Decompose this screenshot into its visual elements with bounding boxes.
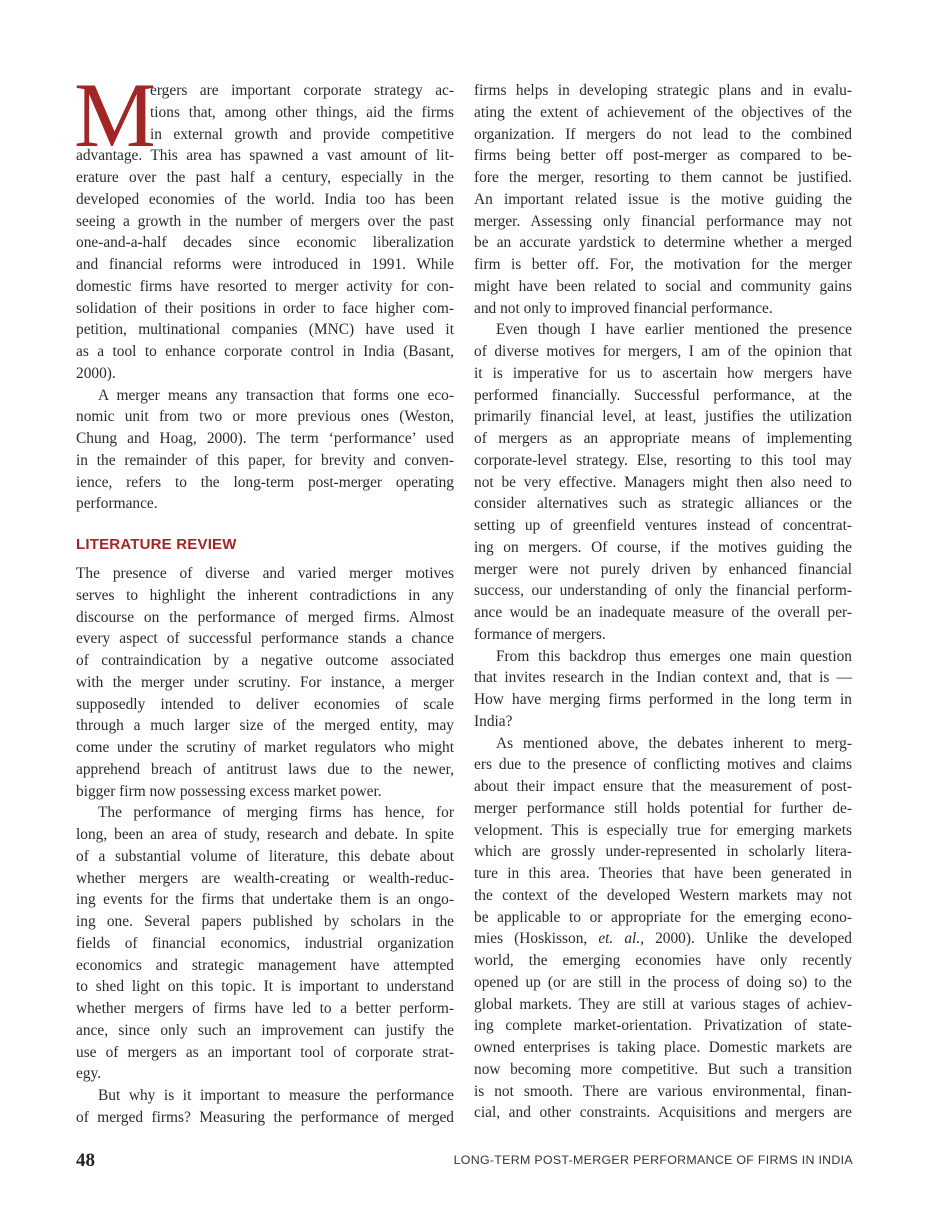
text-line: not be very effective. Managers might then also need to: [474, 473, 852, 491]
paragraph: [76, 563, 454, 802]
text-line: whether mergers of firms have led to a better perform-: [76, 1000, 454, 1017]
text-line: as a tool to enhance corporate control in India (Basant,: [76, 343, 454, 360]
text-line: supposedly intended to deliver economies of scale: [76, 695, 454, 713]
text-line: Even though I have earlier mentioned the presence: [496, 321, 852, 339]
text-line: ience, refers to the long-term post-merger operating: [76, 473, 454, 491]
text-line: advantage. This area has spawned a vast amount of lit-: [76, 147, 454, 165]
paragraph: [474, 80, 852, 319]
text-line: success, our understanding of only the financial perform-: [474, 582, 852, 600]
text-line: whether mergers are wealth-creating or wealth-reduc-: [76, 869, 454, 887]
text-line: firms helps in developing strategic plans and in evalu-: [474, 82, 852, 99]
text-line: An important related issue is the motive guiding the: [474, 190, 852, 208]
text-line: owned enterprises is taking place. Domestic markets are: [474, 1039, 852, 1056]
left-column: [74, 64, 454, 1129]
text-line: ture in this area. Theories that have been generated in: [474, 865, 852, 882]
text-line: firms being better off post-merger as compared to be-: [474, 147, 852, 165]
running-footer-title: LONG-TERM POST-MERGER PERFORMANCE OF FIRMS IN INDIA: [453, 1153, 853, 1167]
text-line: The performance of merging firms has hence, for: [98, 804, 454, 822]
text-line: come under the scrutiny of market regulators who might: [76, 739, 454, 756]
text-line: every aspect of successful performance stands a chance: [76, 630, 454, 648]
text-line: As mentioned above, the debates inherent to merg-: [496, 734, 852, 752]
text-line: ing on mergers. Of course, if the motives guiding the: [474, 538, 852, 556]
text-line: discourse on the performance of merged firms. Almost: [76, 608, 454, 626]
text-line: But why is it important to measure the performance: [98, 1087, 454, 1104]
text-line: merger were not purely driven by enhanced financial: [474, 560, 852, 578]
text-line: fields of financial economics, industrial organization: [76, 934, 454, 952]
text-line: apprehend breach of antitrust laws due to the newer,: [76, 760, 454, 778]
paragraph: [474, 319, 852, 645]
text-line: primarily financial level, at least, justifies the utilization: [474, 408, 852, 426]
text-line: performance.: [76, 495, 158, 513]
text-line: ing one. Several papers published by scholars in the: [76, 913, 454, 930]
text-line: it is imperative for us to ascertain how mergers have: [474, 364, 852, 382]
text-line: economics and strategic management have attempted: [76, 956, 454, 974]
text-line: ing complete market-orientation. Privatization of state-: [474, 1017, 852, 1035]
text-line: setting up of greenfield ventures instead of concentrat-: [474, 517, 852, 534]
text-line: How have merging firms performed in the long term in: [474, 691, 852, 708]
text-line: to shed light on this topic. It is important to understand: [76, 978, 454, 996]
right-column: [474, 80, 852, 1124]
drop-cap: M: [74, 64, 156, 166]
citation-italic: et. al.,: [598, 930, 645, 948]
text-line: is not smooth. There are various environmental, finan-: [474, 1082, 852, 1100]
text-line: of merged firms? Measuring the performance of merged: [76, 1108, 454, 1126]
text-line: in the remainder of this paper, for brevity and conven-: [76, 451, 454, 469]
text-line: erature over the past half a century, especially in the: [76, 169, 454, 186]
text-line: fore the merger, resorting to them cannot be justified.: [474, 169, 852, 186]
text-line: A merger means any transaction that forms one eco-: [98, 386, 454, 404]
text-line: ance would be an inadequate measure of the overall per-: [474, 604, 852, 621]
text-line: opened up (or are still in the process of doing so) to the: [474, 973, 852, 991]
text-line: The presence of diverse and varied merger motives: [76, 565, 454, 582]
text-line: India?: [474, 712, 513, 730]
text-line: From this backdrop thus emerges one main question: [496, 647, 852, 665]
paragraph: [76, 385, 454, 516]
text-line: one-and-a-half decades since economic liberalization: [76, 234, 454, 252]
text-line: of a substantial volume of literature, this debate about: [76, 847, 454, 865]
text-line: of diverse motives for mergers, I am of the opinion that: [474, 343, 852, 360]
text-line: nomic unit from two or more previous ones (Weston,: [76, 408, 454, 426]
text-line: firm is better off. For, the motivation for the merger: [474, 256, 852, 273]
text-line: ance, since only such an improvement can justify the: [76, 1021, 454, 1039]
text-line: which are grossly under-represented in scholarly litera-: [474, 843, 852, 861]
text-line: of mergers as an appropriate means of implementing: [474, 430, 852, 447]
text-line: ing events for the firms that undertake them is an ongo-: [76, 891, 454, 909]
text-line: and not only to improved financial performance.: [474, 299, 773, 317]
page-number: 48: [76, 1150, 95, 1171]
text-line: solidation of their positions in order to face higher com-: [76, 299, 454, 317]
paragraph: [76, 802, 454, 1085]
text-line: developed economies of the world. India too has been: [76, 190, 454, 208]
paragraph: [474, 733, 852, 1125]
text-line: Chung and Hoag, 2000). The term ‘performance’ used: [76, 430, 454, 447]
text-line: be applicable to or appropriate for the emerging econo-: [474, 908, 852, 926]
text-line: seeing a growth in the number of mergers over the past: [76, 212, 454, 230]
section-heading: LITERATURE REVIEW: [76, 536, 237, 553]
text-line: 2000).: [76, 364, 116, 382]
text-line: ers due to the presence of conflicting motives and claims: [474, 756, 852, 774]
text-line: and financial reforms were introduced in 1991. While: [76, 256, 454, 273]
text-line: formance of mergers.: [474, 625, 606, 643]
text-line: about their impact ensure that the measurement of post-: [474, 778, 852, 795]
text-line: organization. If mergers do not lead to the combined: [474, 125, 852, 143]
text-line: with the merger under scrutiny. For instance, a merger: [76, 673, 454, 691]
intro-paragraph: [74, 64, 454, 385]
text-line: the context of the developed Western markets may not: [474, 886, 852, 904]
text-line: global markets. They are still at various stages of achiev-: [474, 995, 852, 1013]
text-line: might have been related to social and community gains: [474, 277, 852, 295]
text-line: world, the emerging economies have only recently: [474, 952, 852, 969]
text-line: through a much larger size of the merged entity, may: [76, 717, 454, 735]
text-line: corporate-level strategy. Else, resorting to this tool may: [474, 451, 852, 469]
citation-line: mies (Hoskisson, et. al., 2000). Unlike the developed: [474, 930, 852, 948]
text-line: merger. Assessing only financial performance may not: [474, 212, 852, 230]
text-line: ergers are important corporate strategy ac-: [150, 82, 454, 99]
text-line: now becoming more competitive. But such a transition: [474, 1060, 852, 1078]
text-line: of contraindication by a negative outcome associated: [76, 652, 454, 669]
text-line: velopment. This is especially true for emerging markets: [474, 821, 852, 839]
text-line: cial, and other constraints. Acquisitions and mergers are: [474, 1104, 852, 1122]
paragraph: [474, 646, 852, 733]
text-line: serves to highlight the inherent contradictions in any: [76, 586, 454, 604]
text-line: merger performance still holds potential for further de-: [474, 799, 852, 817]
text-line: tions that, among other things, aid the firms: [150, 103, 454, 121]
text-line: that invites research in the Indian context and, that is —: [474, 669, 852, 687]
text-line: bigger firm now possessing excess market power.: [76, 782, 382, 800]
paragraph: [76, 1085, 454, 1129]
text-line: use of mergers as an important tool of corporate strat-: [76, 1043, 454, 1061]
text-line: in external growth and provide competitive: [150, 125, 454, 143]
text-line: consider alternatives such as strategic alliances or the: [474, 495, 852, 513]
text-line: egy.: [76, 1065, 102, 1083]
text-line: petition, multinational companies (MNC) have used it: [76, 321, 454, 339]
text-line: performed financially. Successful performance, at the: [474, 386, 852, 404]
text-line: be an accurate yardstick to determine whether a merged: [474, 234, 852, 252]
text-line: ating the extent of achievement of the objectives of the: [474, 103, 852, 121]
text-line: long, been an area of study, research and debate. In spite: [76, 826, 454, 843]
text-line: domestic firms have resorted to merger activity for con-: [76, 277, 454, 295]
